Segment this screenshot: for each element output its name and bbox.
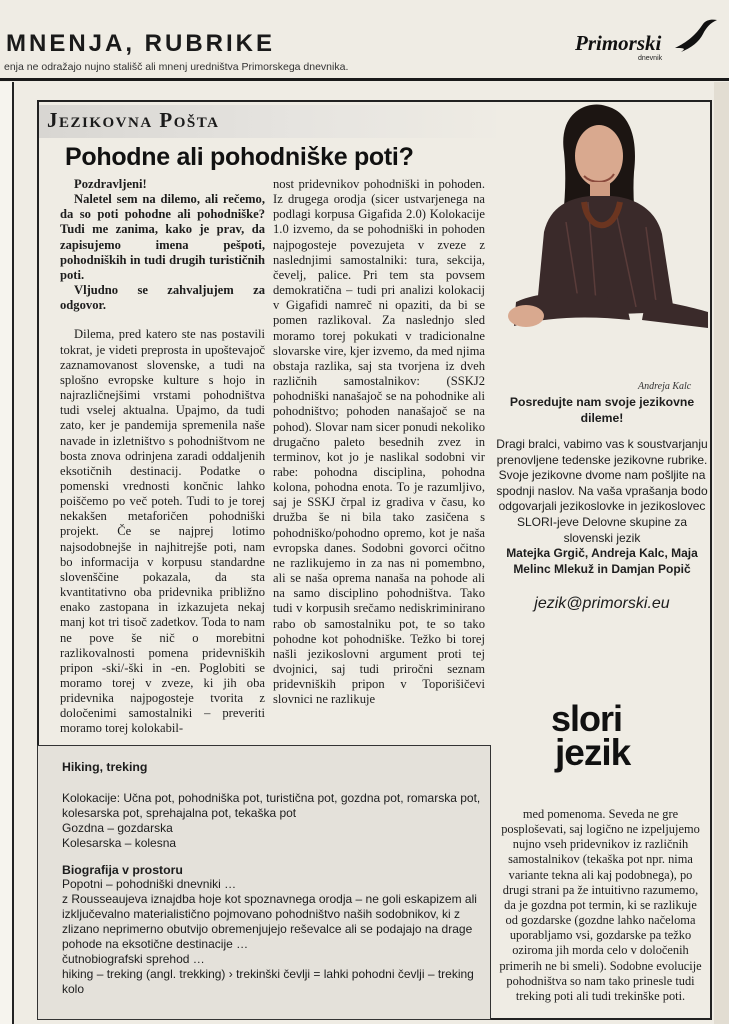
headline: Pohodne ali pohodniške poti? — [65, 143, 414, 171]
info-body: Dragi bralci, vabimo vas k soustvarjanju prenovljene tedenske jezikovne rubrike. Svoje jezikovne dvome nam pošljite na spodnji naslov. Na vaša vprašanja bodo odgovarjali jezikoslovke in jezikoslovec SLORI-jeve Delovne skupine za slovenski jezik — [496, 437, 708, 545]
header-rule — [0, 78, 729, 81]
section-title: MNENJA, RUBRIKE — [6, 30, 276, 57]
info-box — [495, 395, 709, 613]
letter-thanks: Vljudno se zahvaljujem za odgovor. — [60, 283, 265, 313]
sidebar-heading-2: Biografija v prostoru — [62, 862, 183, 877]
sidebar-bio-4: hiking – treking (angl. trekking) › trekinški čevlji = lahki pohodni čevlji – treking kolo — [62, 966, 474, 996]
slori-logo-bottom: jezik — [555, 732, 631, 773]
answer-paragraph-1: Dilema, pred katero ste nas postavili tokrat, je videti preprosta in upoštevajoč zaznamovanost slovenske, a tudi na splošno evropske kulture s hojo in najrazličnejšimi vrstami pohodništva tudi vselej aktualna. Upajmo, da tudi zato, ker je pandemija spremenila naše navade in izletništvo s pohodništvom ne bosta znova odrinjena zaradi oddaljenih eksotičnih destinacij. Podatke o pomenski vrednosti končnic lahko poiščemo po več poteh. Tudi to je torej nekakšen metaforičen pohodniški projekt. Če se najprej lotimo najsodobnejše in najhitrejše poti, nam bo informacija v korpusu standardne slovenščine pokazala, da sta kvantitativno oba pridevnika približno enako zastopana in izkazujeta nekaj manj kot tri tisoč zadetkov. Toda to nam ne pove še nič o morebitni razlikovalnosti pomena pridevniških pripon -ski/-ški in -en. Poglobiti se moramo torej v zveze, ki jih oba pridevnika najpogosteje tvorita z določenimi samostalniki – preveriti moramo torej kolokabil- — [60, 327, 265, 736]
info-title: Posredujte nam svoje jezikovne dileme! — [509, 395, 695, 425]
photo-caption: Andreja Kalc — [638, 381, 692, 392]
letter-greeting: Pozdravljeni! — [74, 177, 147, 191]
seagull-icon — [673, 18, 719, 60]
left-column-edge — [0, 82, 14, 1024]
disclaimer: enja ne odražajo nujno stališč ali mnenj uredništva Primorskega dnevnika. — [4, 61, 349, 73]
sidebar-content — [62, 760, 482, 997]
sidebar-bio-3: čutnobiografski sprehod … — [62, 951, 205, 966]
column-title: Jezikovna Pošta — [47, 108, 220, 132]
contact-email[interactable]: jezik@primorski.eu — [534, 595, 670, 613]
logo-name: Primorski — [575, 31, 662, 55]
slori-logo-top: slori — [551, 698, 623, 739]
letter-question: Naletel sem na dilemo, ali rečemo, da so poti pohodne ali pohodniške? Tudi me zanima, kako je prav, da zapisujemo imena pešpoti, pohodniških in tudi drugih turističnih poti. — [60, 192, 265, 282]
sidebar-kolokacije: Kolokacije: Učna pot, pohodniška pot, turistična pot, gozdna pot, romarska pot, kolesarska pot, sprehajalna pot, tekaška pot — [62, 790, 481, 820]
answer-paragraph-3: med pomenoma. Seveda ne gre posploševati, saj logično ne izpeljujemo nujno vseh pridevnikov iz različnih samostalnikov (tekaška pot npr. nima variante tekna ali kaj podobnega), po drugi strani pa že intuitivno razumemo, da je gozdna pot termin, ki se razlikuje od gozdarske (gozdne lahko načeloma uporabljamo vsi, gozdarske pa težko oziroma jih morda celo v določenih primerih ne bi smeli). Sodobne evolucije pohodništva so nam tako prinesle tudi treking poti ali tudi trekinške poti. — [499, 807, 702, 1003]
article-column-3 — [497, 807, 704, 1004]
sidebar-bio-1: Popotni – pohodniški dnevniki … — [62, 877, 237, 892]
right-column-edge — [714, 82, 729, 1024]
sidebar-heading-1: Hiking, treking — [62, 760, 148, 774]
slori-jezik-logo — [545, 700, 675, 780]
info-names: Matejka Grgič, Andreja Kalc, Maja Melinc Mlekuž in Damjan Popič — [506, 546, 698, 576]
primorski-logo — [575, 18, 720, 73]
logo-sub: dnevnik — [638, 55, 663, 62]
article-column-2 — [273, 177, 485, 707]
sidebar-line-2: Kolesarska – kolesna — [62, 835, 177, 850]
sidebar-line-1: Gozdna – gozdarska — [62, 820, 173, 835]
author-photo — [496, 102, 708, 367]
article-column-1 — [60, 177, 265, 737]
sidebar-bio-2: z Rousseaujeva iznajdba hoje kot spoznavnega orodja – ne goli eskapizem ali izključevalno materialistično pojmovano pohodništvo naših sodobnikov, ki z zlizano neprimerno obutvijo obremenjujejo reševalce ali se podajajo na drage pohode na eksotične destinacije … — [62, 892, 477, 952]
answer-paragraph-2: nost pridevnikov pohodniški in pohoden. Iz drugega orodja (sicer ustvarjenega na podlagi korpusa Gigafida 2.0) Kolokacije 1.0 izvemo, da se pohodniški in pohoden najpogosteje povezujeta v zveze z naslednjimi samostalniki: tura, sekcija, čevelj, palice. Pri tem sta povsem demokratična – tudi pri analizi kolokacij v Gigafidi namreč ni opaziti, da bi se pomen razlikoval. Za naslednjo sled moramo torej pokukati v tradicionalne slovarske vire, kjer izvemo, da med njima obstaja razlika, saj sta tvorjena iz dveh različnih samostalnikov: (SSKJ2 pohodniški nanašajoč se na pohodnike ali pohodništvo; pohoden nanašajoč se na pohod). Slovar nam sicer ponudi nekoliko drugačno paleto besednih zvez in terminov, kot jo je naslikal sodobni vir rabe: pohodna disciplina, pohodna kolona, pohodna enota. To je razumljivo, saj je SSKJ črpal iz gradiva v času, ko družba še ni bila tako zasičena s pohodniško/pohodno opremo, kot je naša evropska danes. Sodobni govorci očitno ne razlikujemo in za nas ni pomembno, ali se naša oprema nanaša na pohode ali na samo disciplino pohodništva. Tako tudi v korpusih srečamo nediskriminirano rabo ob samostalniku pot, te so tako pohodne kot pohodniške. Težko bi torej našli jezikoslovni argument proti tej dvojnici, saj tudi priročni seznam pridevniških pripon v Toporišičevi slovnici ne razlikuje — [273, 177, 485, 707]
